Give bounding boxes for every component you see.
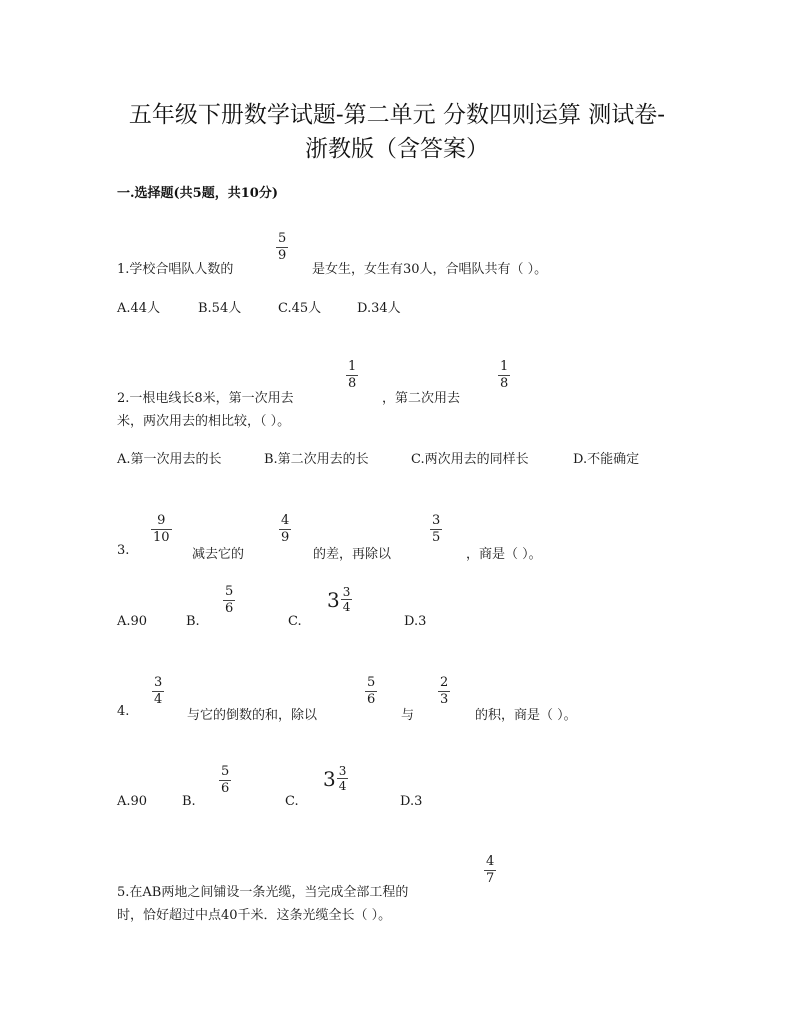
fraction-numerator: 3 xyxy=(338,764,347,778)
fraction-numerator: 5 xyxy=(225,584,234,599)
fraction-numerator: 3 xyxy=(432,513,441,528)
question-1-text-a: 1.学校合唱队人数的 xyxy=(117,262,234,277)
question-4-fraction-2 xyxy=(365,676,377,707)
fraction-denominator: 9 xyxy=(281,530,290,545)
fraction-denominator: 3 xyxy=(440,692,449,707)
fraction-numerator: 1 xyxy=(348,359,357,374)
mixed-fraction xyxy=(341,586,353,613)
mixed-fraction xyxy=(337,765,349,792)
question-2-option-a[interactable]: A.第一次用去的长 xyxy=(117,452,222,467)
question-4-option-c-mixed-number xyxy=(323,765,348,792)
question-1-option-d[interactable]: D.34人 xyxy=(357,301,401,316)
fraction-numerator: 5 xyxy=(221,764,230,779)
fraction-denominator: 8 xyxy=(348,376,357,391)
question-2-option-d[interactable]: D.不能确定 xyxy=(573,452,640,467)
question-3-fraction-3 xyxy=(430,514,442,545)
question-4-text-c: 与 xyxy=(401,708,415,723)
fraction-denominator: 6 xyxy=(221,781,230,796)
question-4-fraction-1 xyxy=(152,676,164,707)
fraction-denominator: 9 xyxy=(278,248,287,263)
section-heading: 一.选择题(共5题，共10分) xyxy=(117,186,278,201)
fraction-numerator: 4 xyxy=(486,854,495,869)
question-1-option-a[interactable]: A.44人 xyxy=(117,301,161,316)
question-2-option-c[interactable]: C.两次用去的同样长 xyxy=(411,452,529,467)
question-3-text-a: 3. xyxy=(117,543,130,558)
fraction-denominator: 7 xyxy=(486,871,495,886)
fraction-numerator: 5 xyxy=(278,231,287,246)
fraction-denominator: 4 xyxy=(154,692,163,707)
question-2-fraction-2 xyxy=(498,360,510,391)
fraction-numerator: 9 xyxy=(157,513,166,528)
question-3-option-b[interactable]: B. xyxy=(186,614,200,629)
question-4-option-d[interactable]: D.3 xyxy=(400,794,423,809)
question-2-text-c: 米，两次用去的相比较，（ ）。 xyxy=(117,414,291,429)
fraction-numerator: 4 xyxy=(281,513,290,528)
question-1-option-b[interactable]: B.54人 xyxy=(198,301,242,316)
fraction-numerator: 3 xyxy=(342,585,351,599)
fraction-denominator: 6 xyxy=(367,692,376,707)
question-2-fraction-1 xyxy=(346,360,358,391)
question-4-text-b: 与它的倒数的和，除以 xyxy=(187,708,318,723)
question-3-option-c-mixed-number xyxy=(327,586,352,613)
question-5-text-a: 5.在AB两地之间铺设一条光缆，当完成全部工程的 xyxy=(117,885,409,900)
fraction-numerator: 5 xyxy=(367,675,376,690)
question-5-text-b: 时，恰好超过中点40千米．这条光缆全长（ ）。 xyxy=(117,908,392,923)
fraction-numerator: 2 xyxy=(440,675,449,690)
question-2-text-a: 2.一根电线长8米，第一次用去 xyxy=(117,391,294,406)
fraction-denominator: 8 xyxy=(500,376,509,391)
page-title-line-2: 浙教版（含答案） xyxy=(305,136,489,162)
fraction-denominator: 4 xyxy=(338,779,347,793)
question-5-fraction xyxy=(484,855,496,886)
question-3-option-a[interactable]: A.90 xyxy=(117,614,148,629)
question-4-fraction-3 xyxy=(438,676,450,707)
question-3-option-b-fraction xyxy=(223,585,235,616)
fraction-numerator: 3 xyxy=(154,675,163,690)
question-4-text-a: 4. xyxy=(117,704,130,719)
question-3-option-c[interactable]: C. xyxy=(288,614,302,629)
question-3-text-c: 的差，再除以 xyxy=(313,547,392,562)
page-title-line-1: 五年级下册数学试题-第二单元 分数四则运算 测试卷- xyxy=(128,102,666,128)
question-3-text-b: 减去它的 xyxy=(192,547,245,562)
question-1-text-b: 是女生，女生有30人，合唱队共有（ ）。 xyxy=(312,262,548,277)
question-4-option-c[interactable]: C. xyxy=(285,794,299,809)
fraction-denominator: 5 xyxy=(432,530,441,545)
question-4-option-a[interactable]: A.90 xyxy=(117,794,148,809)
fraction-denominator: 6 xyxy=(225,601,234,616)
question-3-fraction-1 xyxy=(151,514,172,545)
question-4-option-b[interactable]: B. xyxy=(182,794,196,809)
question-3-option-d[interactable]: D.3 xyxy=(404,614,427,629)
mixed-whole: 3 xyxy=(323,766,336,791)
fraction-denominator: 4 xyxy=(342,600,351,614)
mixed-whole: 3 xyxy=(327,587,340,612)
fraction-numerator: 1 xyxy=(500,359,509,374)
question-3-fraction-2 xyxy=(279,514,291,545)
fraction-denominator: 10 xyxy=(153,530,170,545)
question-2-text-b: ，第二次用去 xyxy=(382,391,461,406)
question-1-fraction xyxy=(276,232,288,263)
question-2-option-b[interactable]: B.第二次用去的长 xyxy=(264,452,369,467)
question-1-option-c[interactable]: C.45人 xyxy=(278,301,322,316)
question-3-text-d: ，商是（ ）。 xyxy=(466,547,542,562)
question-4-option-b-fraction xyxy=(219,765,231,796)
question-4-text-d: 的积，商是（ ）。 xyxy=(475,708,577,723)
